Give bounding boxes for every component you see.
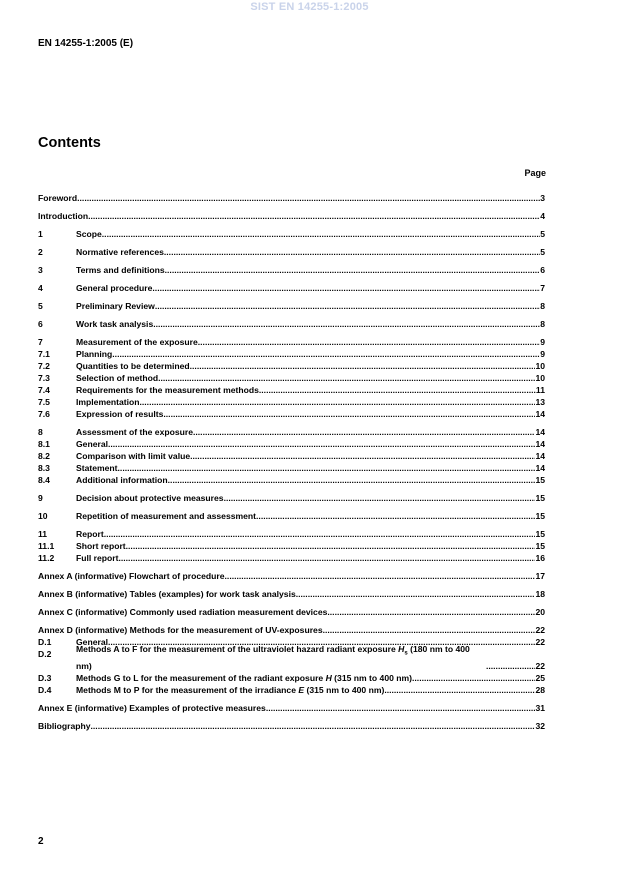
toc-entry-foreword[interactable] <box>38 192 545 204</box>
table-of-contents <box>38 192 545 732</box>
toc-entry-number: 7.1 <box>38 349 50 359</box>
toc-entry-expression-of-results[interactable] <box>38 408 545 420</box>
leader-dots <box>119 552 536 564</box>
leader-dots <box>266 702 536 714</box>
toc-entry-page: 11 <box>535 385 545 395</box>
toc-entry-number: 7 <box>38 337 43 347</box>
toc-entry-page: 14 <box>535 409 545 419</box>
toc-entry-title: Quantities to be determined <box>76 361 190 371</box>
toc-entry-title: Annex E (informative) Examples of protective measures <box>38 703 266 713</box>
toc-entry-page: 14 <box>535 427 545 437</box>
toc-entry-title: Introduction <box>38 211 89 221</box>
title-part: Methods A to F for the measurement of the ultraviolet hazard radiant exposure <box>76 644 399 655</box>
toc-entry-page: 5 <box>540 247 545 257</box>
leader-dots <box>259 384 536 396</box>
toc-entry-general-procedure[interactable] <box>38 282 545 294</box>
toc-entry-page: 13 <box>535 397 545 407</box>
toc-entry-page: 15 <box>535 511 545 521</box>
toc-entry-page: 10 <box>535 361 545 371</box>
leader-dots <box>158 372 535 384</box>
toc-entry-page: 8 <box>540 301 545 311</box>
toc-entry-number: 1 <box>38 229 43 239</box>
leader-dots <box>140 396 536 408</box>
toc-entry-title: Annex B (informative) Tables (examples) for work task analysis <box>38 589 296 599</box>
toc-entry-page: 14 <box>535 439 545 449</box>
leader-dots <box>165 264 541 276</box>
leader-dots <box>164 246 540 258</box>
toc-entry-title: Short report <box>76 541 126 551</box>
leader-dots <box>323 624 536 636</box>
toc-entry-page: 9 <box>540 337 545 347</box>
toc-entry-title: Planning <box>76 349 113 359</box>
toc-entry-annex-e[interactable] <box>38 702 545 714</box>
toc-entry-number: 7.4 <box>38 385 50 395</box>
toc-entry-page: 22 <box>535 661 545 671</box>
toc-entry-work-task-analysis[interactable] <box>38 318 545 330</box>
leader-dots <box>168 474 536 486</box>
toc-entry-title: Preliminary Review <box>76 301 155 311</box>
title-part: Methods G to L for the measurement of the radiant exposure <box>76 673 326 683</box>
toc-entry-page: 7 <box>540 283 545 293</box>
toc-entry-quantities[interactable] <box>38 360 545 372</box>
toc-entry-bibliography[interactable] <box>38 720 545 732</box>
toc-entry-additional-information[interactable] <box>38 474 545 486</box>
toc-entry-title <box>76 672 412 684</box>
leader-dots <box>224 492 536 504</box>
toc-entry-page: 15 <box>535 541 545 551</box>
toc-entry-title: General procedure <box>76 283 153 293</box>
toc-entry-title: Expression of results <box>76 409 164 419</box>
toc-entry-number: 2 <box>38 247 43 257</box>
toc-entry-page: 22 <box>535 637 545 647</box>
toc-entry-statement[interactable] <box>38 462 545 474</box>
toc-entry-title: General <box>76 637 109 647</box>
toc-entry-title: Decision about protective measures <box>76 493 224 503</box>
leader-dots <box>225 570 536 582</box>
toc-entry-number: 7.2 <box>38 361 50 371</box>
toc-entry-title: Full report <box>76 553 119 563</box>
toc-entry-number: D.1 <box>38 637 52 647</box>
toc-entry-number: D.3 <box>38 673 52 683</box>
leader-dots <box>384 684 535 696</box>
toc-entry-page: 15 <box>535 529 545 539</box>
toc-entry-comparison[interactable] <box>38 450 545 462</box>
toc-entry-d2[interactable] <box>38 644 545 672</box>
toc-entry-title: Annex A (informative) Flowchart of procedure <box>38 571 225 581</box>
toc-entry-title: Assessment of the exposure <box>76 427 194 437</box>
toc-entry-number: 8.3 <box>38 463 50 473</box>
toc-entry-page: 32 <box>535 721 545 731</box>
toc-entry-introduction[interactable] <box>38 210 545 222</box>
toc-entry-short-report[interactable] <box>38 540 545 552</box>
toc-entry-page: 5 <box>540 229 545 239</box>
toc-entry-annex-c[interactable] <box>38 606 545 618</box>
toc-entry-title: Repetition of measurement and assessment <box>76 511 257 521</box>
toc-entry-title: Annex C (informative) Commonly used radiation measurement devices <box>38 607 328 617</box>
toc-entry-scope[interactable] <box>38 228 545 240</box>
toc-entry-title: Bibliography <box>38 721 91 731</box>
toc-entry-decision[interactable] <box>38 492 545 504</box>
toc-entry-measurement[interactable] <box>38 336 545 348</box>
toc-entry-title <box>76 643 486 672</box>
leader-dots <box>412 672 535 684</box>
toc-entry-title: Work task analysis <box>76 319 154 329</box>
symbol-subscript: s <box>404 651 408 657</box>
toc-entry-title: Terms and definitions <box>76 265 165 275</box>
toc-entry-title: Comparison with limit value <box>76 451 191 461</box>
leader-dots <box>152 282 540 294</box>
page-column-label: Page <box>524 168 546 178</box>
toc-entry-assessment[interactable] <box>38 426 545 438</box>
toc-entry-page: 31 <box>535 703 545 713</box>
toc-entry-d3[interactable] <box>38 672 545 684</box>
toc-entry-page: 8 <box>540 319 545 329</box>
toc-entry-number: 3 <box>38 265 43 275</box>
page-title: Contents <box>38 135 101 151</box>
toc-entry-number: 6 <box>38 319 43 329</box>
leader-dots <box>256 510 535 522</box>
toc-entry-repetition[interactable] <box>38 510 545 522</box>
toc-entry-implementation[interactable] <box>38 396 545 408</box>
toc-entry-number: 9 <box>38 493 43 503</box>
title-part: (315 nm to 400 nm) <box>304 685 385 695</box>
leader-dots <box>153 318 540 330</box>
toc-entry-selection-of-method[interactable] <box>38 372 545 384</box>
toc-entry-number: 11.2 <box>38 553 55 563</box>
toc-entry-number: 8.1 <box>38 439 50 449</box>
leader-dots <box>91 720 536 732</box>
toc-entry-number: 5 <box>38 301 43 311</box>
toc-entry-page: 25 <box>535 673 545 683</box>
toc-entry-general[interactable] <box>38 438 545 450</box>
toc-entry-title: Measurement of the exposure <box>76 337 198 347</box>
leader-dots <box>108 438 535 450</box>
toc-entry-full-report[interactable] <box>38 552 545 564</box>
toc-entry-page: 9 <box>540 349 545 359</box>
toc-entry-number: 8.4 <box>38 475 50 485</box>
title-part: Methods M to P for the measurement of the irradiance <box>76 685 299 695</box>
leader-dots <box>327 606 535 618</box>
symbol: H <box>325 673 332 683</box>
leader-dots <box>112 348 540 360</box>
toc-entry-page: 3 <box>540 193 545 203</box>
toc-entry-page: 15 <box>535 493 545 503</box>
toc-entry-preliminary-review[interactable] <box>38 300 545 312</box>
document-id: EN 14255-1:2005 (E) <box>38 38 134 49</box>
toc-entry-page: 14 <box>535 463 545 473</box>
symbol: E <box>298 685 305 695</box>
toc-entry-annex-a[interactable] <box>38 570 545 582</box>
leader-dots <box>104 528 536 540</box>
toc-entry-title <box>76 684 384 696</box>
toc-entry-number: 10 <box>38 511 48 521</box>
title-part: (315 nm to 400 nm) <box>331 673 413 683</box>
toc-entry-terms[interactable] <box>38 264 545 276</box>
watermark: SIST EN 14255-1:2005 <box>250 1 369 13</box>
toc-entry-title: Annex D (informative) Methods for the measurement of UV-exposures <box>38 625 323 635</box>
leader-dots <box>193 426 535 438</box>
toc-entry-annex-b[interactable] <box>38 588 545 600</box>
leader-dots <box>118 462 536 474</box>
toc-entry-page: 10 <box>535 373 545 383</box>
toc-entry-number: D.4 <box>38 685 52 695</box>
page-number: 2 <box>38 836 44 847</box>
toc-entry-report[interactable] <box>38 528 545 540</box>
toc-entry-title: Report <box>76 529 104 539</box>
toc-entry-number: 8.2 <box>38 451 50 461</box>
toc-entry-page: 17 <box>535 571 545 581</box>
toc-entry-number: 7.6 <box>38 409 50 419</box>
title-part: (180 nm to 400 nm) <box>76 644 470 671</box>
toc-entry-title: General <box>76 439 109 449</box>
toc-entry-page: 14 <box>535 451 545 461</box>
toc-entry-title: Foreword <box>38 193 78 203</box>
toc-entry-normative-references[interactable] <box>38 246 545 258</box>
toc-entry-number: 7.3 <box>38 373 50 383</box>
toc-entry-number: 7.5 <box>38 397 50 407</box>
leader-dots <box>126 540 536 552</box>
toc-entry-number: 11.1 <box>38 541 55 551</box>
toc-entry-page: 4 <box>540 211 545 221</box>
toc-entry-number: 8 <box>38 427 43 437</box>
leader-dots <box>296 588 536 600</box>
leader-dots <box>102 228 540 240</box>
leader-dots <box>190 450 535 462</box>
symbol: H <box>398 644 405 655</box>
toc-entry-d4[interactable] <box>38 684 545 696</box>
toc-entry-title: Statement <box>76 463 118 473</box>
toc-entry-page: 28 <box>535 685 545 695</box>
leader-dots <box>77 192 540 204</box>
toc-entry-page: 6 <box>540 265 545 275</box>
toc-entry-page: 18 <box>535 589 545 599</box>
toc-entry-page: 16 <box>535 553 545 563</box>
toc-entry-page: 22 <box>535 625 545 635</box>
leader-dots <box>198 336 540 348</box>
toc-entry-number: 11 <box>38 529 48 539</box>
toc-entry-planning[interactable] <box>38 348 545 360</box>
leader-dots <box>155 300 540 312</box>
toc-entry-title: Additional information <box>76 475 168 485</box>
toc-entry-title: Normative references <box>76 247 164 257</box>
toc-entry-annex-d[interactable] <box>38 624 545 636</box>
leader-dots <box>190 360 536 372</box>
toc-entry-title: Selection of method <box>76 373 159 383</box>
toc-entry-page: 20 <box>535 607 545 617</box>
leader-dots <box>486 660 535 672</box>
toc-entry-requirements[interactable] <box>38 384 545 396</box>
toc-entry-title: Scope <box>76 229 102 239</box>
toc-entry-number: 4 <box>38 283 43 293</box>
leader-dots <box>88 210 540 222</box>
toc-entry-title: Implementation <box>76 397 140 407</box>
toc-entry-page: 15 <box>535 475 545 485</box>
leader-dots <box>163 408 535 420</box>
toc-entry-number: D.2 <box>38 649 52 659</box>
toc-entry-title: Requirements for the measurement methods <box>76 385 259 395</box>
